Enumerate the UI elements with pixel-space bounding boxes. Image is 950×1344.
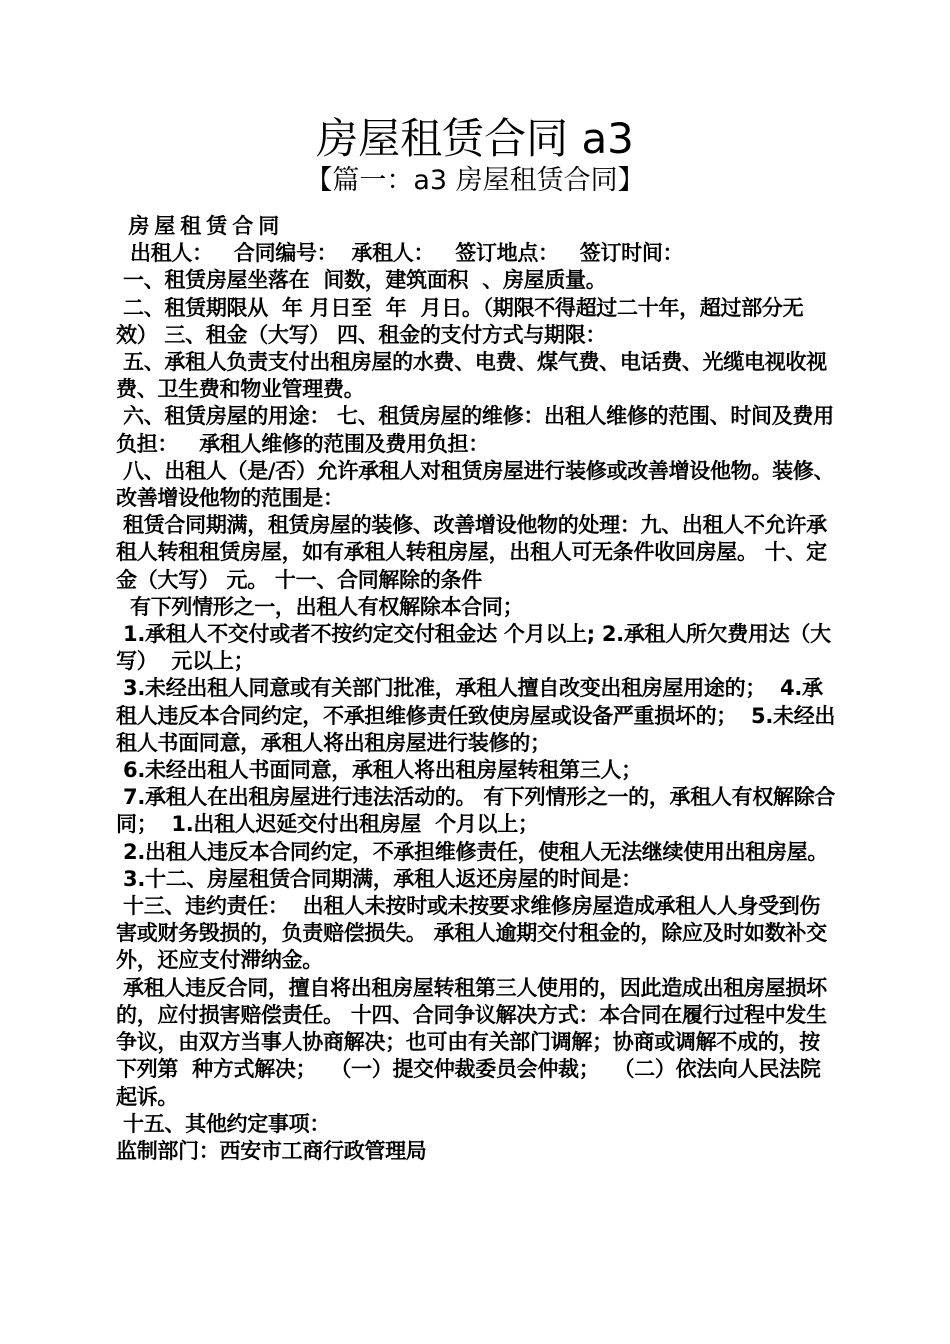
clause-13-liability: 十三、违约责任： 出租人未按时或未按要求维修房屋造成承租人人身受到伤害或财务毁损的，负责赔偿损失。 承租人逾期交付租金的，除应及时如数补交外，还应支付滞纳金。 xyxy=(116,894,827,973)
document-title: 房屋租赁合同 a3 xyxy=(316,114,634,163)
supervising-department: 监制部门：西安市工商行政管理局 xyxy=(116,1138,427,1163)
lessee-termination-item-2: 2.出租人违反本合同约定，不承担维修责任，使租人无法继续使用出租房屋。 xyxy=(116,839,829,864)
clause-12-return: 3.十二、房屋租赁合同期满，承租人返还房屋的时间是： xyxy=(116,866,642,891)
party-info-line: 出租人： 合同编号： 承租人： 签订地点： 签订时间： xyxy=(116,241,684,266)
clause-6-usage: 六、租赁房屋的用途： 七、租赁房屋的维修：出租人维修的范围、时间及费用负担： 承租人维修的范围及费用负担： xyxy=(116,404,834,456)
clause-1-location: 一、租赁房屋坐落在 间数，建筑面积 、房屋质量。 xyxy=(116,268,607,293)
clause-8-renovation: 八、出租人（是/否）允许承租人对租赁房屋进行装修或改善增设他物。装修、改善增设他物的范围是： xyxy=(116,458,835,511)
termination-item-1-2: 1.承租人不交付或者不按约定交付租金达 个月以上; 2.承租人所欠费用达（大写） 元以上； xyxy=(116,622,831,674)
clause-2-term: 二、租赁期限从 年 月日至 年 月日。（期限不得超过二十年，超过部分无效） 三、租金（大写） 四、租金的支付方式与期限： xyxy=(116,295,804,347)
contract-heading: 房屋租赁合同 xyxy=(116,214,285,238)
clause-14-disputes: 承租人违反合同，擅自将出租房屋转租第三人使用的，因此造成出租房屋损坏的，应付损害赔偿责任。 十四、合同争议解决方式：本合同在履行过程中发生争议，由双方当事人协商解决；也可由有关部门调解；协商或调解不成的，按下列第 种方式解决； （一）提交仲裁委员会仲裁； （二）依法向人民法院起诉。 xyxy=(116,975,827,1109)
termination-item-3-5: 3.未经出租人同意或有关部门批准，承租人擅自改变出租房屋用途的； 4.承租人违反本合同约定，不承担维修责任致使房屋或设备严重损坏的； 5.未经出租人书面同意，承租人将出租房屋进行装修的； xyxy=(116,676,836,755)
clause-5-fees: 五、承租人负责支付出租房屋的水费、电费、煤气费、电话费、光缆电视收视费、卫生费和物业管理费。 xyxy=(116,350,827,402)
termination-intro: 有下列情形之一，出租人有权解除本合同； xyxy=(116,594,524,619)
clause-9-sublease: 租赁合同期满，租赁房屋的装修、改善增设他物的处理：九、出租人不允许承租人转租租赁房屋，如有承租人转租房屋，出租人可无条件收回房屋。 十、定金（大写） 元。 十一、合同解除的条件 xyxy=(116,513,827,592)
clause-15-other: 十五、其他约定事项： xyxy=(116,1111,331,1136)
termination-item-6: 6.未经出租人书面同意，承租人将出租房屋转租第三人； xyxy=(116,758,642,783)
document-subtitle: 【篇一：a3 房屋租赁合同】 xyxy=(305,165,645,196)
termination-item-7: 7.承租人在出租房屋进行违法活动的。 有下列情形之一的，承租人有权解除合同； 1.出租人迟延交付出租房屋 个月以上； xyxy=(116,785,836,837)
contract-body xyxy=(116,213,836,1165)
